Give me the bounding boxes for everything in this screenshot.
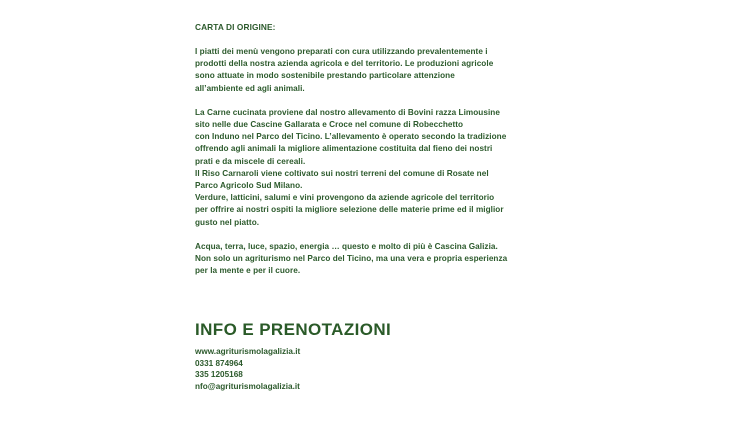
- origin-paragraph-2: La Carne cucinata proviene dal nostro allevamento di Bovini razza Limousine sito nelle due Cascine Gallarata e Croce nel comune di Robecchetto con Induno nel Parco del Ticino. L’allevamento è operato secondo la tradizione offrendo agli animali la migliore alimentazione costituita dal fieno dei nostri prati e da miscele di cereali. Il Riso Carnaroli viene coltivato sui nostri terreni del comune di Rosate nel Parco Agricolo Sud Milano. Verdure, latticini, salumi e vini provengono da aziende agricole del territorio per offrire ai nostri ospiti la migliore selezione delle materie prime ed il miglior gusto nel piatto.: [195, 107, 507, 227]
- phone-link-2[interactable]: 335 1205168: [195, 370, 243, 380]
- origin-text: [195, 46, 525, 277]
- phone-link-1[interactable]: 0331 874964: [195, 358, 243, 368]
- info-title: INFO E PRENOTAZIONI: [195, 320, 392, 339]
- info-section: [195, 319, 525, 393]
- origin-section: [195, 21, 525, 277]
- origin-paragraph-3: Acqua, terra, luce, spazio, energia … questo e molto di più è Cascina Galizia. Non solo un agriturismo nel Parco del Ticino, ma una vera e propria esperienza per la mente e per il cuore.: [195, 241, 508, 276]
- email-link[interactable]: nfo@agriturismolagalizia.it: [195, 382, 300, 392]
- origin-title: CARTA DI ORIGINE:: [195, 22, 276, 32]
- origin-paragraph-1: I piatti dei menù vengono preparati con cura utilizzando prevalentemente i prodotti della nostra azienda agricola e del territorio. Le produzioni agricole sono attuate in modo sostenibile prestando particolare attenzione all’ambiente ed agli animali.: [195, 47, 494, 93]
- website-link[interactable]: www.agriturismolagalizia.it: [195, 347, 301, 356]
